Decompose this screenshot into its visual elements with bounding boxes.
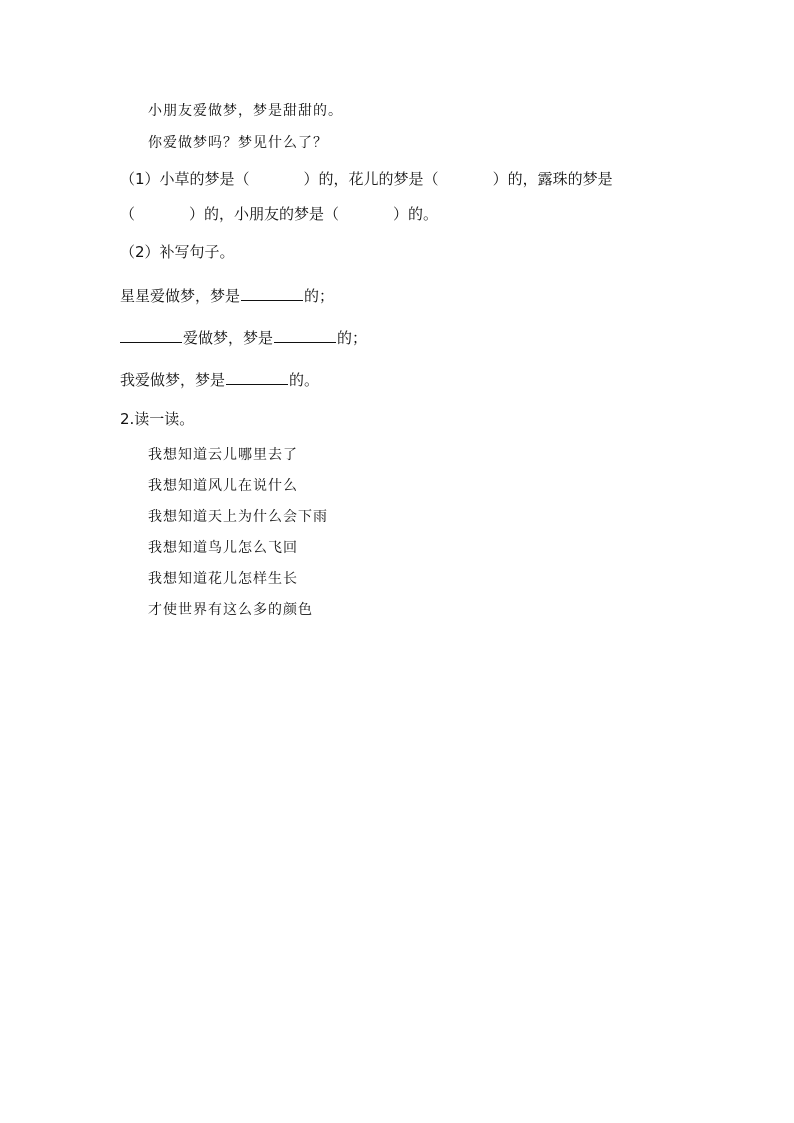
- poem-line-1: 我想知道云儿哪里去了: [148, 447, 298, 463]
- s1-text-b: 的；: [304, 287, 335, 305]
- fill-blank[interactable]: [226, 370, 288, 385]
- s3-text-b: 的。: [289, 371, 320, 389]
- poem-line-5: 我想知道花儿怎样生长: [148, 571, 298, 587]
- fill-sentence-2: [120, 328, 367, 346]
- poem-line-3: 我想知道天上为什么会下雨: [148, 509, 328, 525]
- fill-blank[interactable]: [274, 328, 336, 343]
- q1-text-e: ）的，小朋友的梦是（: [189, 205, 340, 223]
- s2-text-a: 爱做梦，梦是: [183, 329, 274, 347]
- q1-text-a: （1）小草的梦是（: [120, 170, 250, 188]
- fill-sentence-1: [120, 286, 334, 304]
- passage-line-2: 你爱做梦吗？梦见什么了？: [148, 135, 328, 151]
- q1-text-b: ）的，花儿的梦是（: [303, 170, 439, 188]
- s1-text-a: 星星爱做梦，梦是: [120, 287, 241, 305]
- q1-text-c: ）的，露珠的梦是: [492, 170, 613, 188]
- fill-sentence-3: [120, 370, 319, 388]
- question-1-line-1: [120, 172, 613, 187]
- question-1-line-2: [120, 207, 438, 222]
- q1-text-d: （: [120, 205, 136, 223]
- poem-line-4: 我想知道鸟儿怎么飞回: [148, 540, 298, 556]
- fill-blank[interactable]: [120, 328, 182, 343]
- q1-text-f: ）的。: [393, 205, 439, 223]
- poem-line-6: 才使世界有这么多的颜色: [148, 602, 313, 618]
- s3-text-a: 我爱做梦，梦是: [120, 371, 226, 389]
- poem-line-2: 我想知道风儿在说什么: [148, 478, 298, 494]
- question-2-title: （2）补写句子。: [120, 243, 235, 261]
- fill-blank[interactable]: [241, 286, 303, 301]
- s2-text-b: 的；: [337, 329, 368, 347]
- section-2-title: 2.读一读。: [120, 410, 195, 428]
- passage-line-1: 小朋友爱做梦，梦是甜甜的。: [148, 103, 343, 119]
